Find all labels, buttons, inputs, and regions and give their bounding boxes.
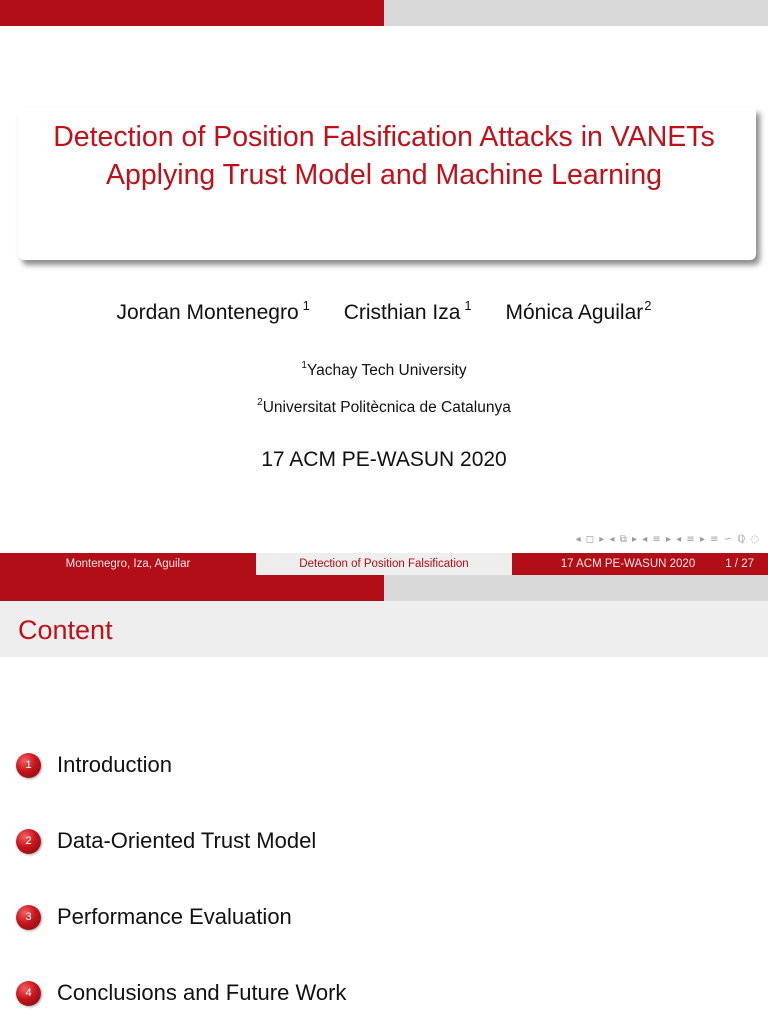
top-header-bar: [0, 0, 768, 26]
conference-name: 17 ACM PE-WASUN 2020: [261, 448, 507, 471]
header-bar-red: [0, 0, 384, 26]
author-2: [344, 298, 472, 325]
toc-item-introduction[interactable]: [16, 752, 172, 778]
toc-label: Introduction: [57, 752, 172, 777]
toc-label: Performance Evaluation: [57, 904, 292, 929]
toc-number-ball: 3: [16, 905, 41, 930]
affiliation-2: [0, 397, 768, 417]
affiliation-mark: 2: [257, 397, 263, 408]
beamer-navigation-icons[interactable]: ◂ ◻ ▸ ◂ ⧉ ▸ ◂ ≡ ▸ ◂ ≡ ▸ ≡ ∽ ℚ ◌: [575, 534, 760, 545]
affiliation-mark: 1: [301, 360, 307, 371]
presentation-title: Detection of Position Falsification Attacks in VANETs Applying Trust Model and Machine Learning: [53, 121, 715, 191]
frame-title: Content: [18, 615, 113, 645]
top-header-bar: [0, 575, 768, 601]
author-list: [0, 298, 768, 325]
author-1: [117, 298, 310, 325]
slide-footer: [0, 553, 768, 575]
footer-authors: Montenegro, Iza, Aguilar: [0, 553, 256, 575]
toc-number-ball: 1: [16, 753, 41, 778]
author-affil-mark: 2: [644, 298, 652, 313]
author-affil-mark: 1: [464, 298, 472, 313]
toc-label: Conclusions and Future Work: [57, 980, 347, 1005]
author-3: [506, 298, 652, 325]
author-name: Mónica Aguilar: [505, 301, 644, 324]
content-slide: [0, 575, 768, 1024]
toc-number-ball: 2: [16, 829, 41, 854]
author-name: Cristhian Iza: [343, 301, 461, 324]
toc-number-ball: 4: [16, 981, 41, 1006]
toc-item-conclusions[interactable]: [16, 980, 346, 1006]
affiliation-name: Universitat Politècnica de Catalunya: [262, 399, 511, 416]
toc-item-performance-evaluation[interactable]: [16, 904, 292, 930]
footer-page-number: 1 / 27: [725, 558, 754, 570]
frame-title-bar: [0, 601, 768, 657]
header-bar-gray: [384, 575, 768, 601]
header-bar-red: [0, 575, 384, 601]
footer-short-title: Detection of Position Falsification: [256, 553, 512, 575]
header-bar-gray: [384, 0, 768, 26]
author-affil-mark: 1: [302, 298, 310, 313]
footer-conference: 17 ACM PE-WASUN 2020: [560, 558, 696, 570]
affiliation-1: [0, 360, 768, 380]
footer-conference-block: [512, 553, 768, 575]
toc-item-trust-model[interactable]: [16, 828, 316, 854]
author-name: Jordan Montenegro: [116, 301, 299, 324]
toc-label: Data-Oriented Trust Model: [57, 828, 317, 853]
affiliation-name: Yachay Tech University: [306, 362, 467, 379]
